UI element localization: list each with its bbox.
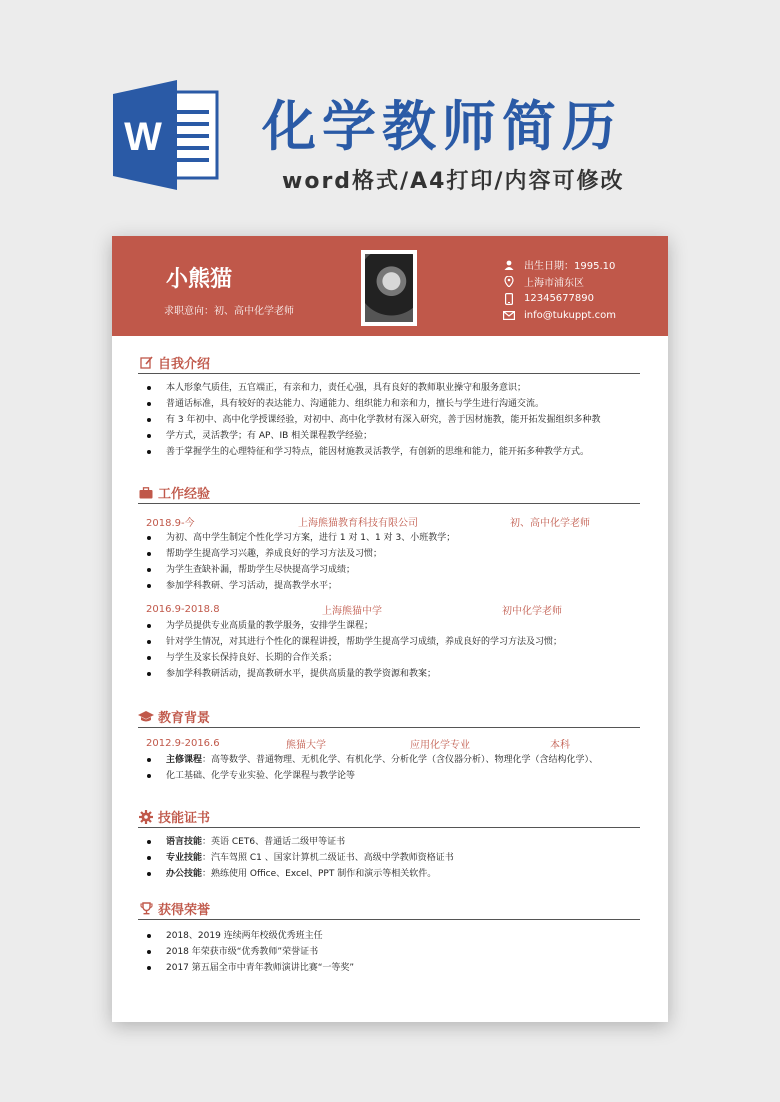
- list-item-continuation: 学方式，灵活教学；有 AP、IB 相关课程教学经验；: [138, 428, 640, 444]
- job-2: [138, 600, 640, 682]
- list-item: 专业技能：汽车驾照 C1 、国家计算机二级证书、高级中学教师资格证书: [138, 850, 640, 866]
- job-intention: 求职意向：初、高中化学老师: [164, 306, 294, 317]
- resume-page: [112, 236, 668, 1022]
- briefcase-icon: [138, 486, 154, 500]
- list-item: 有 3 年初中、高中化学授课经验，对初中、高中化学教材有深入研究，善于因材施教，能开拓发掘组织多种教: [138, 412, 640, 428]
- trophy-icon: [138, 902, 154, 916]
- section-title-skills: 技能证书: [138, 806, 640, 828]
- list-item: 针对学生情况，对其进行个性化的课程讲授，帮助学生提高学习成绩，养成良好的学习方法及习惯；: [138, 634, 640, 650]
- education-degree: 本科: [550, 739, 570, 751]
- list-item: 本人形象气质佳，五官端正，有亲和力，责任心强，具有良好的教师职业操守和服务意识；: [138, 380, 640, 396]
- section-title-honors: 获得荣誉: [138, 898, 640, 920]
- contact-location: 上海市浦东区: [502, 273, 616, 290]
- list-item: 为初、高中学生制定个性化学习方案，进行 1 对 1、1 对 3、小班教学；: [138, 530, 640, 546]
- main-title: 化学教师简历: [262, 95, 622, 158]
- courses-item: 主修课程：高等数学、普通物理、无机化学、有机化学、分析化学（含仪器分析）、物理化学（含结构化学）、: [138, 752, 640, 768]
- list-item: 办公技能：熟练使用 Office、Excel、PPT 制作和演示等相关软件。: [138, 866, 640, 882]
- contact-list: [502, 256, 616, 324]
- honors-list: [138, 928, 640, 976]
- education-header: [138, 734, 640, 752]
- job-period: 2018.9-今: [146, 517, 195, 529]
- intro-list: [138, 380, 640, 460]
- courses-item-continuation: 化工基础、化学专业实验、化学课程与教学论等: [138, 768, 640, 784]
- gear-icon: [138, 810, 154, 824]
- list-item: 帮助学生提高学习兴趣，养成良好的学习方法及习惯；: [138, 546, 640, 562]
- list-item: 参加学科教研活动，提高教研水平，提供高质量的教学资源和教案；: [138, 666, 640, 682]
- section-honors: [138, 898, 640, 976]
- list-item: 为学员提供专业高质量的教学服务，安排学生课程；: [138, 618, 640, 634]
- svg-text:W: W: [124, 115, 162, 159]
- section-skills: [138, 806, 640, 882]
- banner: [0, 0, 780, 220]
- section-title-work: 工作经验: [138, 482, 640, 504]
- edit-icon: [138, 356, 154, 370]
- contact-birthdate: 出生日期：1995.10: [502, 256, 616, 273]
- location-icon: [502, 276, 516, 287]
- job-period: 2016.9-2018.8: [146, 603, 220, 615]
- contact-phone: 12345677890: [502, 290, 616, 307]
- list-item: 2018、2019 连续两年校级优秀班主任: [138, 928, 640, 944]
- list-item: 与学生及家长保持良好、长期的合作关系；: [138, 650, 640, 666]
- person-icon: [502, 260, 516, 270]
- list-item: 善于掌握学生的心理特征和学习特点，能因材施教灵活教学，有创新的思维和能力，能开拓多种教学方式。: [138, 444, 640, 460]
- section-work: [138, 482, 640, 682]
- job-company: 上海熊猫教育科技有限公司: [298, 517, 418, 529]
- list-item: 参加学科教研、学习活动，提高教学水平；: [138, 578, 640, 594]
- job-header: [138, 512, 640, 530]
- job-position: 初中化学老师: [502, 605, 562, 617]
- resume-header: [112, 236, 668, 336]
- list-item: 语言技能：英语 CET6、普通话二级甲等证书: [138, 834, 640, 850]
- sub-title: word格式/A4打印/内容可修改: [282, 169, 625, 194]
- word-icon: [113, 80, 221, 190]
- graduation-cap-icon: [138, 710, 154, 724]
- education-major: 应用化学专业: [410, 739, 470, 751]
- job-position: 初、高中化学老师: [510, 517, 590, 529]
- list-item: 2018 年荣获市级“优秀教师”荣誉证书: [138, 944, 640, 960]
- job-company: 上海熊猫中学: [322, 605, 382, 617]
- list-item: 普通话标准，具有较好的表达能力、沟通能力、组织能力和亲和力，擅长与学生进行沟通交流。: [138, 396, 640, 412]
- education-period: 2012.9-2016.6: [146, 737, 220, 749]
- candidate-name: 小熊猫: [166, 267, 233, 292]
- list-item: 为学生查缺补漏，帮助学生尽快提高学习成绩；: [138, 562, 640, 578]
- profile-photo: [361, 250, 417, 326]
- section-education: [138, 706, 640, 784]
- section-intro: [138, 352, 640, 460]
- education-school: 熊猫大学: [286, 739, 326, 751]
- skills-list: [138, 834, 640, 882]
- phone-icon: [502, 293, 516, 305]
- list-item: 2017 第五届全市中青年教师演讲比赛“一等奖”: [138, 960, 640, 976]
- section-title-education: 教育背景: [138, 706, 640, 728]
- job-1: [138, 512, 640, 594]
- contact-email: info@tukuppt.com: [502, 307, 616, 324]
- job-header: [138, 600, 640, 618]
- mail-icon: [502, 311, 516, 320]
- section-title-intro: 自我介绍: [138, 352, 640, 374]
